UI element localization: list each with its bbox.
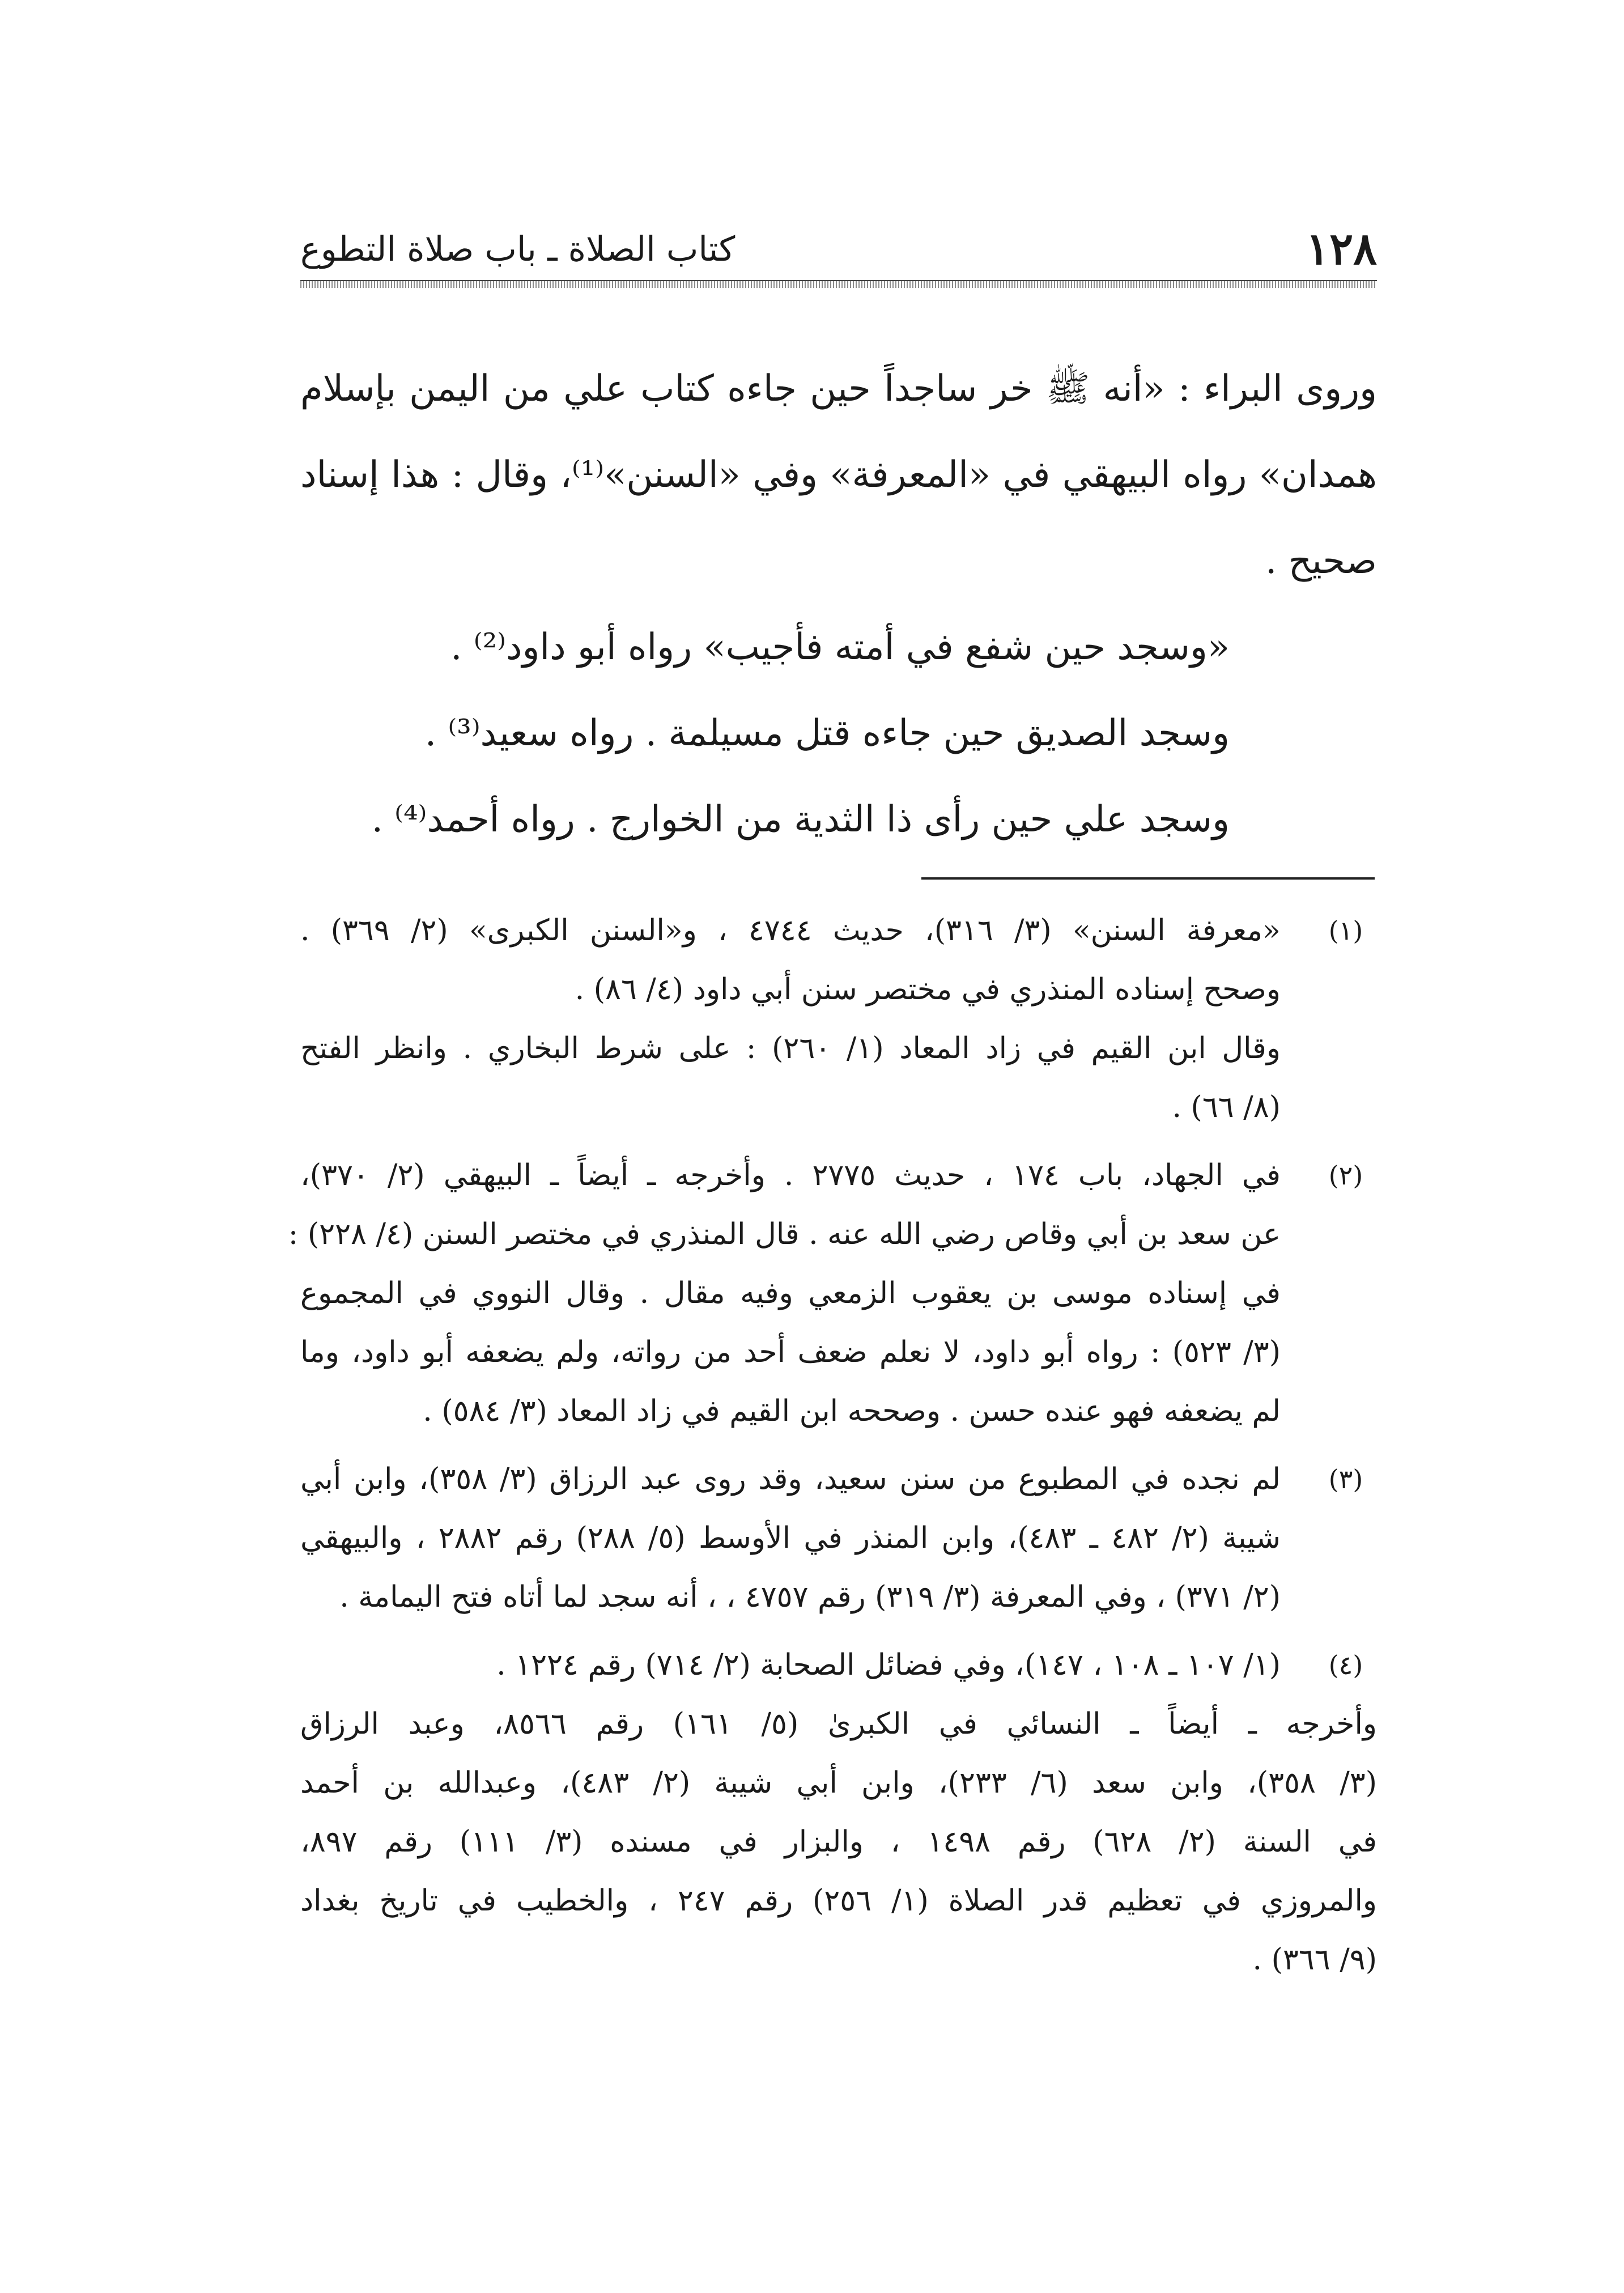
footnote-line: عن سعد بن أبي وقاص رضي الله عنه . قال المنذري في مختصر السنن (٤/ ٢٢٨) : [288,1217,1281,1251]
footnote-separator [921,877,1375,880]
footnote-2 [288,1146,1377,1441]
footnote-3 [300,1450,1377,1627]
text-line: وروى البراء : «أنه ﷺ خر ساجداً حين جاءه كتاب علي من اليمن بإسلام [300,368,1377,410]
page-header [300,224,1377,275]
footnote-line: في إسناده موسى بن يعقوب الزمعي وفيه مقال . وقال النووي في المجموع [300,1276,1281,1310]
footnote-line: وقال ابن القيم في زاد المعاد (١/ ٢٦٠) : على شرط البخاري . وانظر الفتح [300,1031,1281,1065]
footnote-line: في السنة (٢/ ٦٢٨) رقم ١٤٩٨ ، والبزار في مسنده (٣/ ١١١) رقم ٨٩٧، [300,1825,1378,1859]
footnote-line: (٣/ ٣٥٨)، وابن سعد (٦/ ٢٣٣)، وابن أبي شيبة (٢/ ٤٨٣)، وعبدالله بن أحمد [300,1766,1377,1800]
footnote-line: لم يضعفه فهو عنده حسن . وصححه ابن القيم في زاد المعاد (٣/ ٥٨٤) . [423,1394,1281,1428]
page-number: ١٢٨ [1306,223,1377,275]
footnote-line: في الجهاد، باب ١٧٤ ، حديث ٢٧٧٥ . وأخرجه ـ أيضاً ـ البيهقي (٢/ ٣٧٠)، [300,1158,1281,1192]
footnote-line: «معرفة السنن» (٣/ ٣١٦)، حديث ٤٧٤٤ ، و«السنن الكبرى» (٢/ ٣٦٩) . [300,914,1281,948]
footnote-line: (٨/ ٦٦) . [1172,1090,1281,1124]
footnote-marker: (٣) [1328,1464,1363,1494]
main-text [300,346,1377,863]
footnote-line: شيبة (٢/ ٤٨٢ ـ ٤٨٣)، وابن المنذر في الأوسط (٥/ ٢٨٨) رقم ٢٨٨٢ ، والبيهقي [300,1521,1281,1555]
text-line: وسجد الصديق حين جاءه قتل مسيلمة . رواه سعيد⁽³⁾ . [424,712,1230,754]
text-line: وسجد علي حين رأى ذا الثدية من الخوارج . رواه أحمد⁽⁴⁾ . [371,799,1230,840]
footnote-1 [300,901,1377,1137]
text-line: همدان» رواه البيهقي في «المعرفة» وفي «السنن»⁽¹⁾، وقال : هذا إسناد [300,454,1378,496]
footnote-line: (٣/ ٥٢٣) : رواه أبو داود، لا نعلم ضعف أحد من رواته، ولم يضعفه أبو داود، وما [300,1335,1281,1369]
footnote-marker: (٤) [1328,1650,1363,1680]
footnote-line: وصحح إسناده المنذري في مختصر سنن أبي داود (٤/ ٨٦) . [575,973,1281,1007]
footnote-line: لم نجده في المطبوع من سنن سعيد، وقد روى عبد الرزاق (٣/ ٣٥٨)، وابن أبي [300,1462,1281,1496]
footnote-line: (٩/ ٣٦٦) . [1252,1943,1377,1977]
footnotes [288,901,1378,1998]
running-title: كتاب الصلاة ـ باب صلاة التطوع [300,230,736,269]
text-line: «وسجد حين شفع في أمته فأجيب» رواه أبو داود⁽²⁾ . [450,626,1230,668]
footnote-line: (٢/ ٣٧١) ، وفي المعرفة (٣/ ٣١٩) رقم ٤٧٥٧ ، ، أنه سجد لما أتاه فتح اليمامة . [339,1580,1281,1614]
footnote-marker: (١) [1328,915,1363,946]
header-rule [300,280,1377,288]
footnote-4 [300,1636,1377,1989]
footnote-line: وأخرجه ـ أيضاً ـ النسائي في الكبرىٰ (٥/ ١٦١) رقم ٨٥٦٦، وعبد الرزاق [300,1707,1377,1741]
footnote-line: (١/ ١٠٧ ـ ١٠٨ ، ١٤٧)، وفي فضائل الصحابة (٢/ ٧١٤) رقم ١٢٢٤ . [496,1648,1281,1682]
footnote-marker: (٢) [1328,1160,1363,1191]
footnote-line: والمروزي في تعظيم قدر الصلاة (١/ ٢٥٦) رقم ٢٤٧ ، والخطيب في تاريخ بغداد [300,1884,1377,1918]
text-line: صحيح . [1265,540,1377,582]
